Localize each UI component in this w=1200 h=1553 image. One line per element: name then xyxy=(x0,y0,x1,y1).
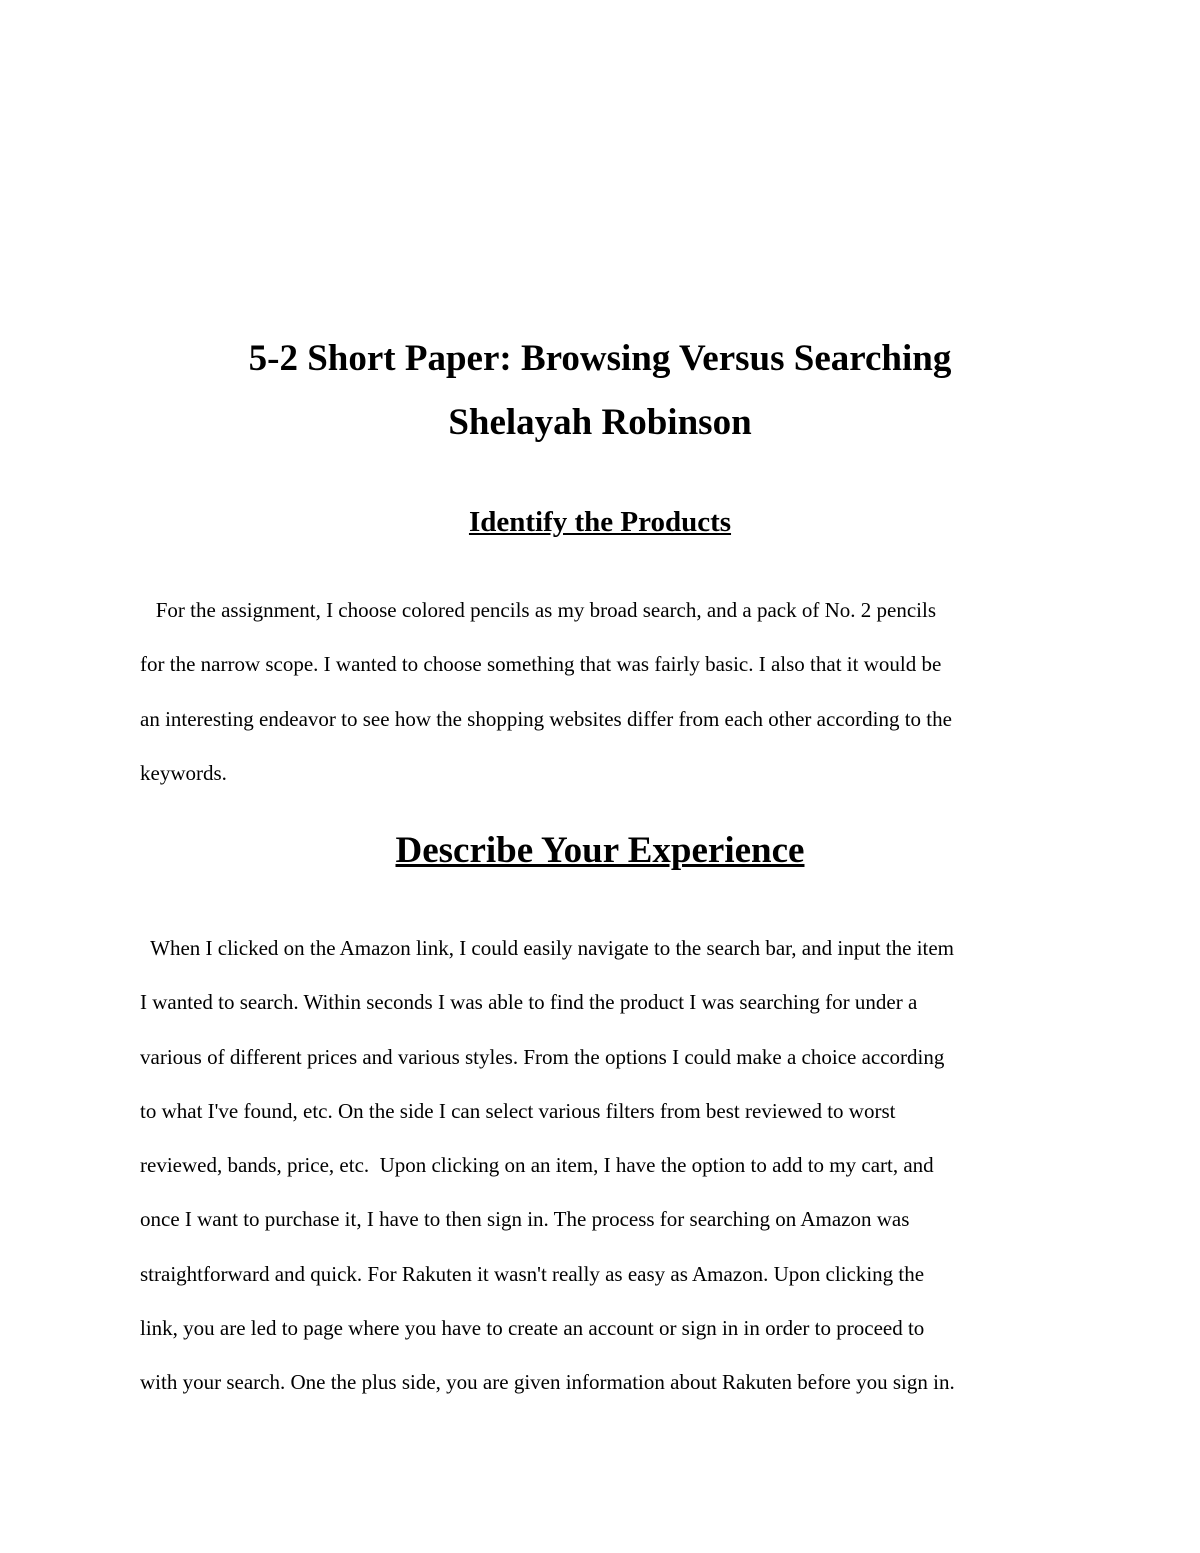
paragraph-line: When I clicked on the Amazon link, I could easily navigate to the search bar, and input the item xyxy=(140,936,955,960)
paragraph-line: straightforward and quick. For Rakuten it wasn't really as easy as Amazon. Upon clicking the xyxy=(140,1261,925,1286)
paragraph-line: I wanted to search. Within seconds I was able to find the product I was searching for under a xyxy=(140,990,918,1015)
paragraph-line: For the assignment, I choose colored pencils as my broad search, and a pack of No. 2 pencils xyxy=(140,598,937,622)
paragraph-line: link, you are led to page where you have to create an account or sign in in order to proceed to xyxy=(140,1316,925,1341)
section-heading-identify-products: Identify the Products xyxy=(468,506,732,538)
author-name: Shelayah Robinson xyxy=(448,402,752,443)
paragraph-line: for the narrow scope. I wanted to choose something that was fairly basic. I also that it would be xyxy=(140,652,942,677)
paragraph-line: an interesting endeavor to see how the shopping websites differ from each other according to the xyxy=(140,706,952,731)
section-heading-describe-experience: Describe Your Experience xyxy=(395,830,805,871)
paragraph-line: keywords. xyxy=(140,760,227,785)
paragraph-line: to what I've found, etc. On the side I can select various filters from best reviewed to worst xyxy=(140,1098,896,1123)
paragraph-describe-experience xyxy=(140,936,1060,1425)
paragraph-line: with your search. One the plus side, you are given information about Rakuten before you sign in. xyxy=(140,1370,955,1395)
paragraph-identify-products xyxy=(140,598,1060,815)
paragraph-line: once I want to purchase it, I have to then sign in. The process for searching on Amazon was xyxy=(140,1207,910,1232)
paragraph-line: reviewed, bands, price, etc. Upon clicking on an item, I have the option to add to my cart, and xyxy=(140,1153,934,1178)
paragraph-line: various of different prices and various styles. From the options I could make a choice according xyxy=(140,1044,945,1069)
paper-title: 5-2 Short Paper: Browsing Versus Searching xyxy=(248,338,952,379)
